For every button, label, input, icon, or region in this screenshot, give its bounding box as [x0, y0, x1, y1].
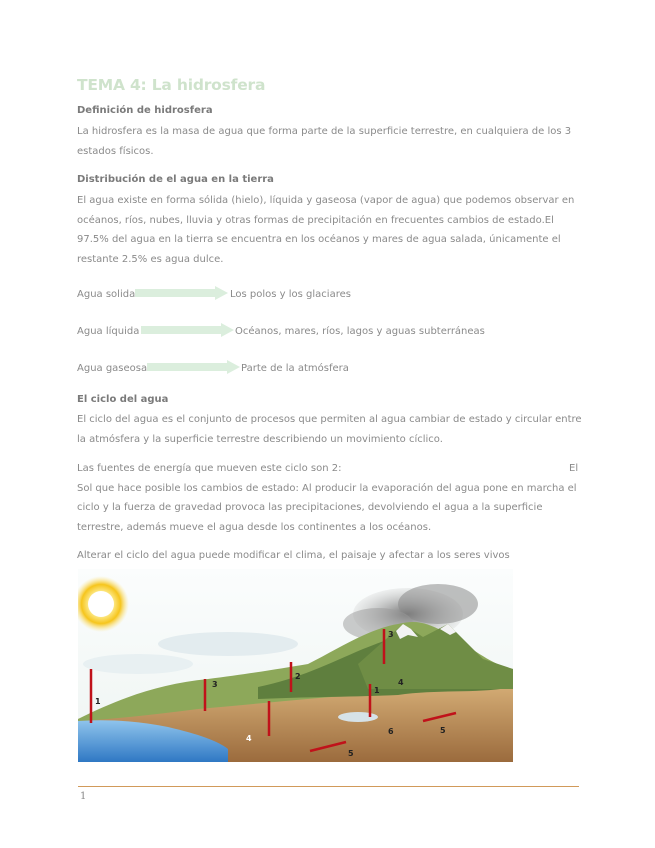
state-row-liquida: [77, 326, 577, 342]
state-row-solida: [77, 289, 577, 305]
state-row-gaseosa: [77, 363, 577, 379]
text-line: la atmósfera y la superficie terrestre describiendo un movimiento cíclico.: [77, 433, 443, 445]
paragraph-distribucion: [77, 191, 582, 269]
state-label: Agua gaseosa: [77, 363, 148, 374]
figure-label: 1: [95, 697, 101, 706]
text-line: El ciclo del agua es el conjunto de procesos que permiten al agua cambiar de estado y circular entre: [77, 414, 582, 425]
footer-divider: [78, 786, 579, 787]
text-line: 97.5% del agua en la tierra se encuentra en los océanos y mares de agua salada, únicamente el: [77, 234, 561, 245]
text-line: terrestre, además mueve el agua desde los continentes a los océanos.: [77, 521, 432, 533]
page-title: TEMA 4: La hidrosfera: [77, 76, 266, 94]
arrow-right-icon: [141, 323, 235, 337]
figure-label: 2: [295, 672, 301, 681]
paragraph-definicion: [77, 122, 582, 161]
paragraph-alterar: Alterar el ciclo del agua puede modificar el clima, el paisaje y afectar a los seres vivos: [77, 550, 510, 561]
water-cycle-illustration: [78, 569, 513, 762]
figure-label: 3: [212, 680, 218, 689]
text-line: ciclo y la fuerza de gravedad provoca las precipitaciones, devolviendo el agua a la superficie: [77, 502, 543, 513]
state-label: Agua solida: [77, 289, 136, 300]
page-number: 1: [80, 791, 87, 802]
figure-label: 3: [388, 630, 394, 639]
figure-label: 4: [246, 734, 252, 743]
state-destination: Parte de la atmósfera: [241, 363, 349, 374]
text-fragment: Las fuentes de energía que mueven este ciclo son 2:: [77, 463, 342, 474]
text-line: restante 2.5% es agua dulce.: [77, 253, 224, 265]
water-cycle-diagram: [78, 569, 513, 762]
figure-label: 5: [440, 726, 446, 735]
text-line: [77, 459, 582, 479]
text-line: Sol que hace posible los cambios de estado: Al producir la evaporación del agua pone en marcha el: [77, 482, 577, 494]
figure-label: 1: [374, 686, 380, 695]
figure-label: 5: [348, 749, 354, 758]
text-line: El agua existe en forma sólida (hielo), líquida y gaseosa (vapor de agua) que podemos observar en: [77, 195, 575, 206]
figure-label: 6: [388, 727, 394, 736]
text-line: La hidrosfera es la masa de agua que forma parte de la superficie terrestre, en cualquiera de los 3: [77, 126, 572, 137]
figure-label: 4: [398, 678, 404, 687]
heading-definicion: Definición de hidrosfera: [77, 105, 213, 116]
text-line: estados físicos.: [77, 145, 154, 157]
text-line: océanos, ríos, nubes, lluvia y otras formas de precipitación en frecuentes cambios de estado.El: [77, 214, 554, 226]
paragraph-ciclo: [77, 410, 582, 449]
arrow-right-icon: [147, 360, 241, 374]
arrow-right-icon: [135, 286, 229, 300]
heading-distribucion: Distribución de el agua en la tierra: [77, 174, 274, 185]
state-label: Agua líquida: [77, 326, 140, 337]
state-destination: Océanos, mares, ríos, lagos y aguas subterráneas: [235, 326, 485, 337]
state-destination: Los polos y los glaciares: [230, 289, 351, 300]
text-fragment: El: [569, 463, 579, 474]
paragraph-fuentes: [77, 459, 582, 537]
heading-ciclo: El ciclo del agua: [77, 394, 169, 405]
